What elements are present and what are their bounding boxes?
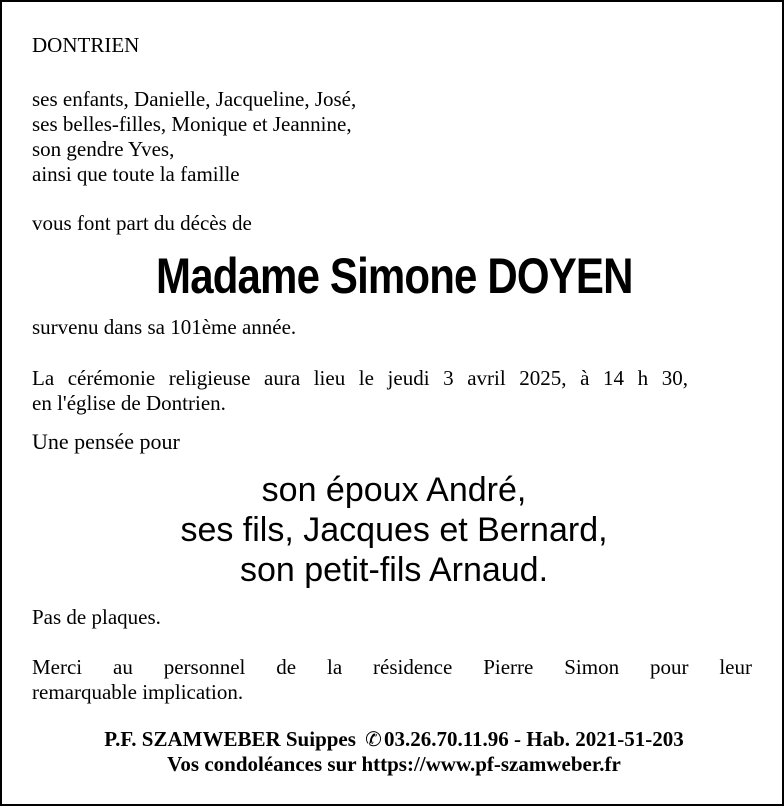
age-text: survenu dans sa 101ème année. xyxy=(32,315,297,339)
family-list xyxy=(32,87,752,187)
announcement-text: vous font part du décès de xyxy=(32,211,252,235)
telephone-icon: ✆ xyxy=(365,729,382,751)
no-plaques-text: Pas de plaques. xyxy=(32,605,161,629)
remembered-line: ses fils, Jacques et Bernard, xyxy=(180,511,608,549)
condolences-line xyxy=(2,752,784,777)
thanks-line: Merci au personnel de la résidence Pierre Simon pour leur xyxy=(32,655,752,679)
no-plaques-note xyxy=(32,605,752,630)
town-name xyxy=(32,33,752,58)
funeral-home-line xyxy=(2,727,784,753)
town-name-text: DONTRIEN xyxy=(32,33,140,57)
remembered-line: son époux André, xyxy=(261,471,527,509)
family-line: ses enfants, Danielle, Jacqueline, José, xyxy=(32,87,357,111)
thought-intro xyxy=(32,429,752,454)
family-line: ses belles-filles, Monique et Jeannine, xyxy=(32,112,352,136)
license-number: Hab. 2021-51-203 xyxy=(526,727,684,751)
funeral-home-name: P.F. SZAMWEBER Suippes xyxy=(104,727,356,751)
separator: - xyxy=(508,727,527,751)
ceremony-line: La cérémonie religieuse aura lieu le jeudi 3 avril 2025, à 14 h 30, xyxy=(32,366,688,390)
family-line: son gendre Yves, xyxy=(32,137,175,161)
condolences-text: Vos condoléances sur https://www.pf-szamweber.fr xyxy=(167,752,621,776)
remembered-list xyxy=(2,470,784,590)
family-line: ainsi que toute la famille xyxy=(32,162,240,186)
phone-number: 03.26.70.11.96 xyxy=(383,727,509,751)
thought-intro-text: Une pensée pour xyxy=(32,429,180,454)
thanks-line: remarquable implication. xyxy=(32,680,244,704)
ceremony-info xyxy=(32,366,752,416)
deceased-name: Madame Simone DOYEN xyxy=(156,248,633,304)
ceremony-line: en l'église de Dontrien. xyxy=(32,391,226,415)
age-line xyxy=(32,315,752,340)
announcement xyxy=(32,211,752,236)
thanks-note xyxy=(32,655,752,705)
remembered-line: son petit-fils Arnaud. xyxy=(239,551,549,589)
